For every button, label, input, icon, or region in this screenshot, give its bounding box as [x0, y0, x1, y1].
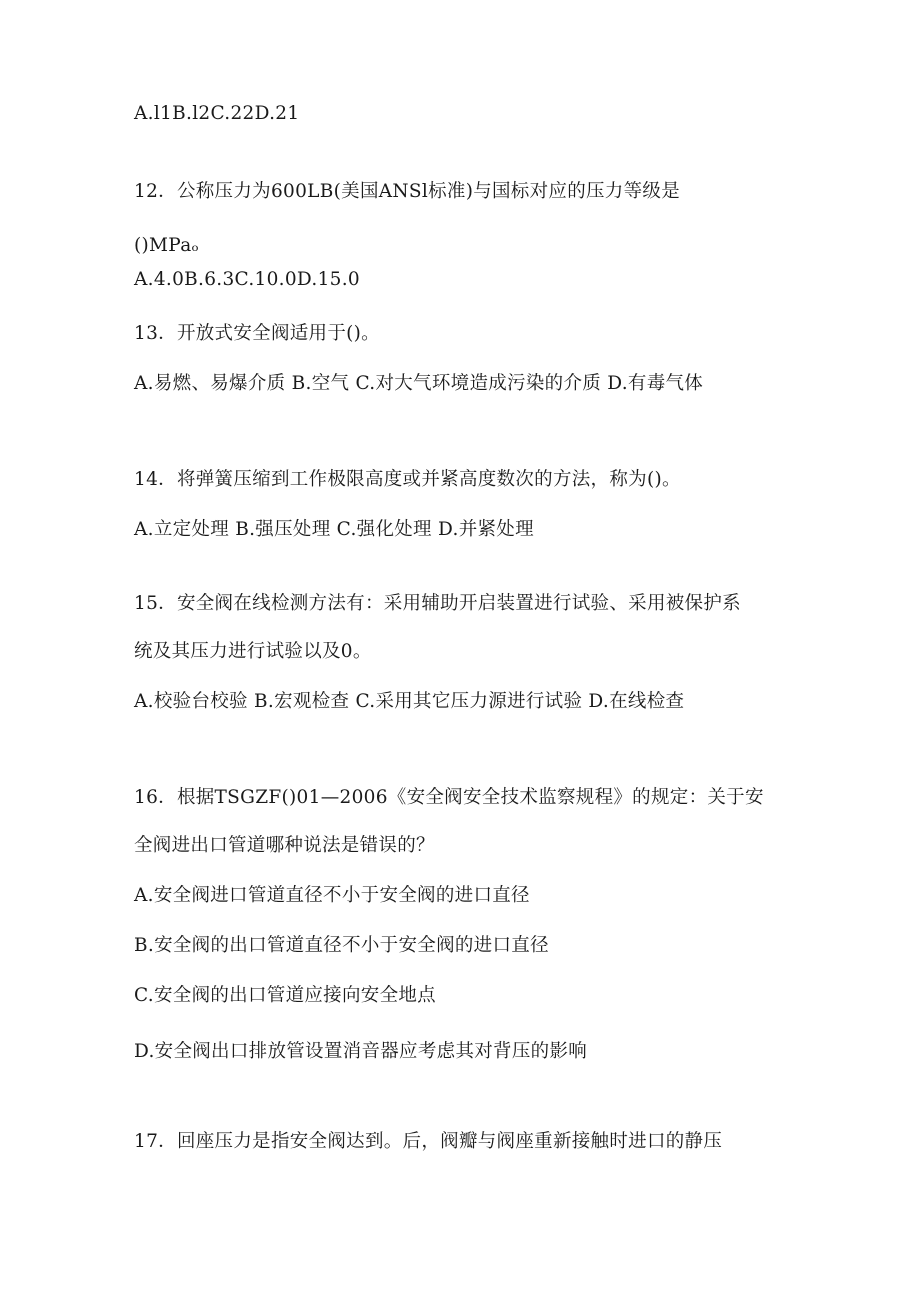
q15-stem-line1: 15．安全阀在线检测方法有：采用辅助开启装置进行试验、采用被保护系 [134, 593, 741, 614]
q17-stem-line1: 17．回座压力是指安全阀达到。后，阀瓣与阀座重新接触时进口的静压 [134, 1131, 723, 1152]
q15-options: A.校验台校验 B.宏观检查 C.采用其它压力源进行试验 D.在线检查 [134, 691, 685, 712]
q13-stem: 13．开放式安全阀适用于()。 [134, 323, 380, 344]
q11-options: A.l1B.l2C.22D.21 [134, 103, 300, 124]
q16-option-b: B.安全阀的出口管道直径不小于安全阀的进口直径 [134, 935, 549, 956]
q16-option-c: C.安全阀的出口管道应接向安全地点 [134, 985, 436, 1006]
q16-stem-line1: 16．根据TSGZF()01—2006《安全阀安全技术监察规程》的规定：关于安 [134, 787, 764, 808]
q15-stem-line2: 统及其压力进行试验以及0。 [134, 641, 372, 662]
q14-options: A.立定处理 B.强压处理 C.强化处理 D.并紧处理 [134, 519, 534, 540]
q16-option-d: D.安全阀出口排放管设置消音器应考虑其对背压的影响 [134, 1041, 588, 1062]
q16-stem-line2: 全阀进出口管道哪种说法是错误的？ [134, 835, 435, 856]
q13-options: A.易燃、易爆介质 B.空气 C.对大气环境造成污染的介质 D.有毒气体 [134, 373, 704, 394]
q12-stem-line2: ()MPaₒ [134, 235, 199, 256]
q12-options: A.4.0B.6.3C.10.0D.15.0 [134, 269, 360, 290]
q14-stem: 14．将弹簧压缩到工作极限高度或并紧高度数次的方法，称为()。 [134, 469, 681, 490]
q12-stem-line1: 12．公称压力为600LB(美国ANSl标准)与国标对应的压力等级是 [134, 181, 681, 202]
q16-option-a: A.安全阀进口管道直径不小于安全阀的进口直径 [134, 885, 530, 906]
